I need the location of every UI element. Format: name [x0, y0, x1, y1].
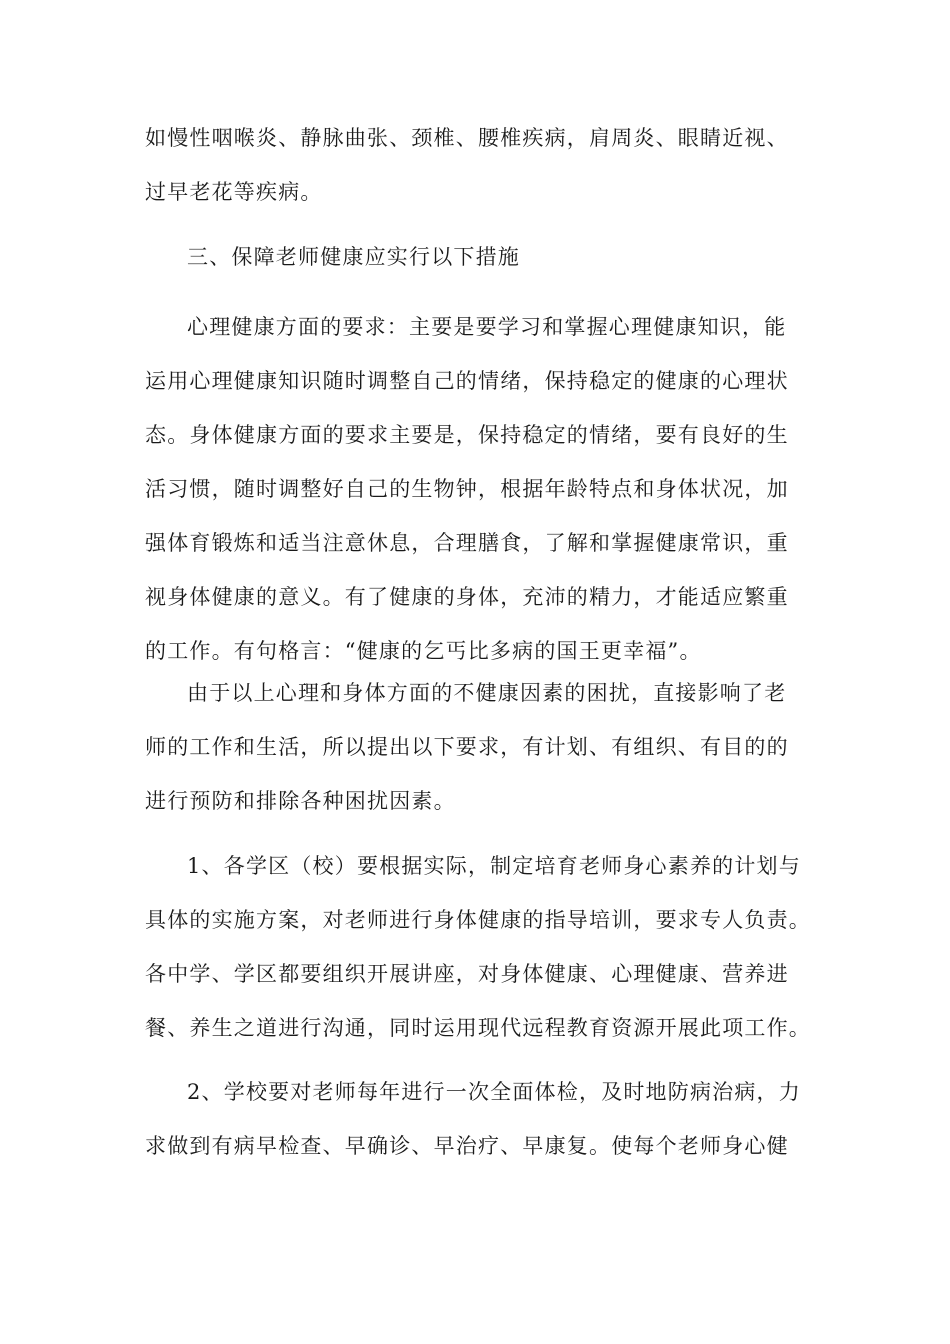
text-line: 运用心理健康知识随时调整自己的情绪，保持稳定的健康的心理状: [145, 369, 789, 393]
text-line: 各中学、学区都要组织开展讲座，对身体健康、心理健康、营养进: [145, 962, 789, 986]
text-line: 1、各学区（校）要根据实际，制定培育老师身心素养的计划与: [187, 854, 801, 878]
text-line: 强体育锻炼和适当注意休息，合理膳食，了解和掌握健康常识，重: [145, 531, 789, 555]
text-line: 2、学校要对老师每年进行一次全面体检，及时地防病治病，力: [187, 1080, 801, 1104]
text-line: 进行预防和排除各种困扰因素。: [145, 789, 456, 813]
text-line: 餐、养生之道进行沟通，同时运用现代远程教育资源开展此项工作。: [145, 1016, 811, 1040]
paragraph-item-2: [145, 1065, 825, 1173]
text-line: 的工作。有句格言：“健康的乞丐比多病的国王更幸福”。: [145, 639, 702, 663]
text-line: 三、保障老师健康应实行以下措施: [187, 245, 520, 269]
text-line: 过早老花等疾病。: [145, 180, 323, 204]
text-line: 由于以上心理和身体方面的不健康因素的困扰，直接影响了老: [187, 681, 787, 705]
paragraph-health-requirements: [145, 300, 825, 678]
text-line: 活习惯，随时调整好自己的生物钟，根据年龄特点和身体状况，加: [145, 477, 789, 501]
paragraph-requirements-intro: [145, 666, 825, 828]
text-line: 态。身体健康方面的要求主要是，保持稳定的情绪，要有良好的生: [145, 423, 789, 447]
section-heading-measures: [145, 230, 825, 284]
text-line: 求做到有病早检查、早确诊、早治疗、早康复。使每个老师身心健: [145, 1134, 789, 1158]
text-line: 师的工作和生活，所以提出以下要求，有计划、有组织、有目的的: [145, 735, 789, 759]
text-line: 如慢性咽喉炎、静脉曲张、颈椎、腰椎疾病，肩周炎、眼睛近视、: [145, 126, 789, 150]
paragraph-diseases-continued: [145, 111, 825, 219]
text-line: 视身体健康的意义。有了健康的身体，充沛的精力，才能适应繁重: [145, 585, 789, 609]
text-line: 心理健康方面的要求：主要是要学习和掌握心理健康知识，能: [187, 315, 787, 339]
paragraph-item-1: [145, 839, 825, 1055]
text-line: 具体的实施方案，对老师进行身体健康的指导培训，要求专人负责。: [145, 908, 811, 932]
